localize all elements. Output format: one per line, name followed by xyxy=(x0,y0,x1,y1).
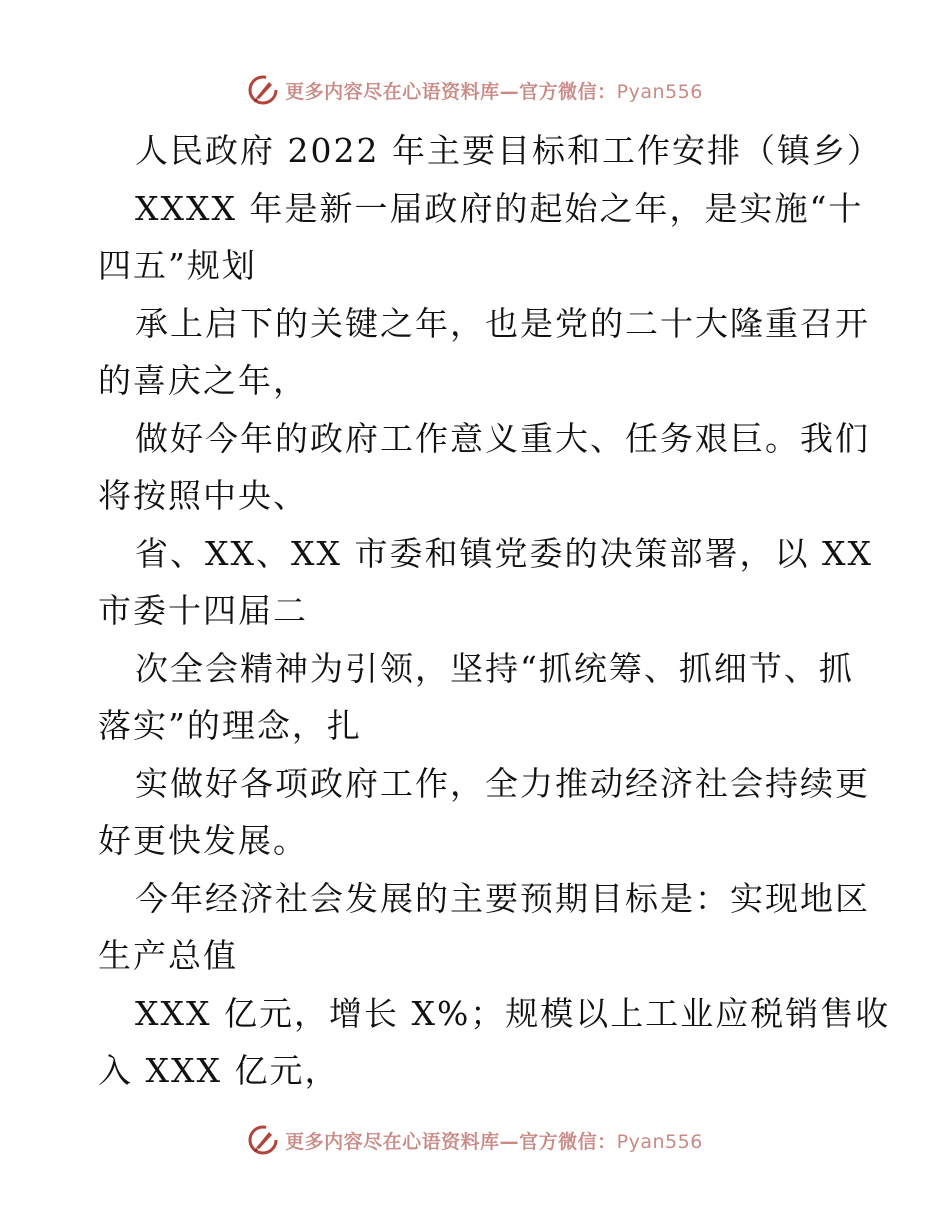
watermark-handle: Pyan556 xyxy=(616,1130,703,1153)
watermark-handle: Pyan556 xyxy=(616,80,703,103)
text-line: 市委十四届二 xyxy=(98,591,308,630)
header-watermark-banner xyxy=(0,70,950,110)
text-line: 承上启下的关键之年，也是党的二十大隆重召开 xyxy=(135,303,870,343)
watermark-text: 更多内容尽在心语资料库—官方微信：Pyan556 xyxy=(285,80,703,103)
watermark-text: 更多内容尽在心语资料库—官方微信：Pyan556 xyxy=(285,1130,703,1153)
footer-watermark-banner xyxy=(0,1120,950,1160)
text-line: 好更快发展。 xyxy=(98,821,308,860)
text-line: XXX 亿元，增长 X%；规模以上工业应税销售收 xyxy=(135,993,891,1033)
text-line: 次全会精神为引领，坚持“抓统筹、抓细节、抓 xyxy=(135,648,854,688)
quill-circle-logo-icon xyxy=(247,74,279,106)
text-line: 生产总值 xyxy=(98,936,238,975)
text-line: 人民政府 2022 年主要目标和工作安排（镇乡） xyxy=(135,131,882,170)
text-line: 今年经济社会发展的主要预期目标是：实现地区 xyxy=(135,878,870,918)
text-line: 落实”的理念，扎 xyxy=(98,706,362,745)
quill-circle-logo-icon xyxy=(247,1124,279,1156)
text-line: 省、XX、XX 市委和镇党委的决策部署，以 XX xyxy=(135,533,873,573)
text-line: 实做好各项政府工作，全力推动经济社会持续更 xyxy=(135,763,870,803)
text-line: 四五”规划 xyxy=(98,246,257,285)
text-line: XXXX 年是新一届政府的起始之年，是实施“十 xyxy=(135,188,864,228)
document-body xyxy=(98,122,891,1100)
text-line: 做好今年的政府工作意义重大、任务艰巨。我们 xyxy=(135,418,870,458)
text-line: 入 XXX 亿元， xyxy=(98,1051,340,1090)
text-line: 将按照中央、 xyxy=(98,476,308,515)
text-line: 的喜庆之年， xyxy=(98,361,308,400)
